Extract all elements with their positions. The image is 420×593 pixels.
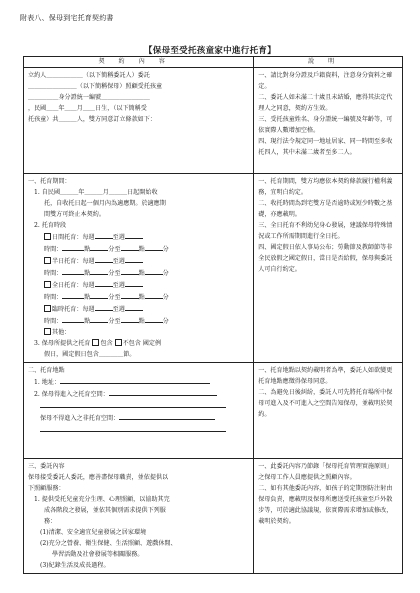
entrusted-notes xyxy=(254,459,403,574)
blank[interactable] xyxy=(62,243,84,251)
blank[interactable] xyxy=(62,315,84,323)
note-item: 四、國定假日依人事局公布；勞動節及教師節等非全民放假之國定假日，當日是否給假，保母與委託人可自行約定。 xyxy=(258,244,393,273)
blank[interactable] xyxy=(125,303,143,311)
item-line: 1. 提供受托兒童充分生理、心理照顧，以協助其完 xyxy=(34,496,170,503)
holiday-row: 3. 保母所提供之托育 包含 不包含 國定例 xyxy=(34,340,162,347)
note-item: 二、委託人如未滿二十歲且未結婚，應得其法定代理人之同意，契約方生效。 xyxy=(258,94,393,112)
checkbox[interactable] xyxy=(44,305,51,312)
other-row: 其他： xyxy=(28,327,249,338)
address-blank[interactable] xyxy=(60,376,210,384)
header-contract-content: 契約內容 xyxy=(24,57,254,68)
intro-line: 保母接受委託人委託，應善盡保母職責，並依提供以 xyxy=(28,474,169,481)
section-title: 一、托育期間： xyxy=(28,178,71,185)
checkbox[interactable] xyxy=(44,328,51,335)
blank[interactable] xyxy=(125,279,143,287)
blank[interactable] xyxy=(145,243,163,251)
document-title: 【保母至受托孩童家中進行托育】 xyxy=(143,46,276,56)
intro-line: 下照顧服務： xyxy=(28,485,65,492)
checkbox[interactable] xyxy=(115,339,122,346)
blank[interactable] xyxy=(62,267,84,275)
note-item: 二、為避免日後糾紛，委託人可先將托育場所中保母可進入及不可進入之空間告知保母，並載明於契約。 xyxy=(258,389,393,418)
note-item: 二、收托時間為到宅雙方是否逾時或短少時數之基礎，亦應載明。 xyxy=(258,200,393,218)
note-item: 四、現行法令規定同一地址居家、同一時間至多收托四人，其中未滿二歲者至多二人。 xyxy=(258,138,393,156)
section-entrusted-row xyxy=(24,459,403,574)
blank[interactable] xyxy=(40,424,226,432)
parties-content xyxy=(24,68,254,174)
blank[interactable] xyxy=(121,315,139,323)
section-parties-row xyxy=(24,68,403,174)
no-entry-row: 保母不得進入之非托育空間： xyxy=(28,412,249,424)
parties-line: 托孩童）共＿＿＿人，雙方同意訂立條款如下： xyxy=(28,116,156,123)
sub-item: (2)充分之營養、衛生保健、生活照顧、遊戲休閒、 xyxy=(40,540,177,547)
slot-row: 日間托育：每週 至週 xyxy=(28,231,249,243)
note-item: 三、全日托育不利幼兒身心發展，建議保母特殊情況或工作所需期間進行全日托。 xyxy=(258,222,393,240)
care-period-content xyxy=(24,174,254,363)
header-row xyxy=(24,57,403,68)
parties-line: 立約人＿＿＿＿＿＿（以下簡稱委託人）委託 xyxy=(28,72,150,79)
no-entry-blank[interactable] xyxy=(119,412,215,420)
header-explanation: 說明 xyxy=(254,57,403,68)
blank[interactable] xyxy=(125,255,143,263)
section-location-row xyxy=(24,363,403,459)
note-item: 二、如有其他委託內容，如孩子的定期預防注射由保母負責，應載明及保母所應送受托孩童至戶外散步等，可於適此協議規，依實際需求增加或修改，載明於契約。 xyxy=(258,485,393,525)
section-title: 三、委託內容 xyxy=(28,463,65,470)
time-row: 時間： 點 分至 點 分 xyxy=(28,291,249,303)
address-row: 1. 地址： xyxy=(28,376,249,388)
note-item: 一、此委託內容乃節錄「保母托育管理實施原則」之保母工作人員應提供之照顧內容。 xyxy=(258,463,393,481)
checkbox[interactable] xyxy=(44,233,51,240)
slot-row: 臨時托育：每週 至週 xyxy=(28,303,249,315)
blank[interactable] xyxy=(40,400,226,408)
blank[interactable] xyxy=(62,291,84,299)
annex-label: 附表八、保母到宅托育契約書 xyxy=(20,14,114,22)
sub-item: (3)紀錄生活及成長過程。 xyxy=(40,562,110,569)
parties-line: ＿＿＿＿＿＿＿＿（以下簡稱保母）照顧受托孩童 xyxy=(28,83,163,90)
location-notes xyxy=(254,363,403,459)
env-blank-row xyxy=(28,400,249,412)
blank[interactable] xyxy=(145,291,163,299)
blank[interactable] xyxy=(145,267,163,275)
blank[interactable] xyxy=(125,231,143,239)
care-period-notes xyxy=(254,174,403,363)
blank[interactable] xyxy=(95,279,113,287)
env-row: 2. 保母得進入之托育空間： xyxy=(28,388,249,400)
note-item: 一、請比對身分證及戶籍資料，注意身分資料之確定。 xyxy=(258,72,393,90)
item-line: 務： xyxy=(44,518,57,525)
blank[interactable] xyxy=(90,315,108,323)
env-blank[interactable] xyxy=(109,388,217,396)
time-row: 時間： 點 分至 點 分 xyxy=(28,267,249,279)
blank[interactable] xyxy=(121,267,139,275)
blank[interactable] xyxy=(95,255,113,263)
item-line: 成各階段之發展，並依其個別需求提供下列服 xyxy=(44,507,166,514)
item-line: 1. 自民國＿＿＿年＿＿＿月＿＿＿日起開始收 xyxy=(34,189,158,196)
slot-row: 全日托育：每週 至週 xyxy=(28,279,249,291)
time-row: 時間： 點 分至 點 分 xyxy=(28,243,249,255)
blank[interactable] xyxy=(95,231,113,239)
checkbox[interactable] xyxy=(44,281,51,288)
section-care-period-row xyxy=(24,174,403,363)
entrusted-content xyxy=(24,459,254,574)
note-item: 一、托育期間，雙方均應依本契約條款履行權利義務，宜明白約定。 xyxy=(258,178,393,196)
section-title: 二、托育地點 xyxy=(28,367,65,374)
time-row: 時間： 點 分至 點 分 xyxy=(28,315,249,327)
parties-line: ，民國＿＿年＿＿月＿＿日生，（以下簡稱受 xyxy=(28,105,147,112)
blank[interactable] xyxy=(145,315,163,323)
sub-item: 學習活動及社會發展等相關服務。 xyxy=(52,551,144,558)
note-item: 三、受托孩童姓名、身分證統一編號及年齡等，可依實際人數增加空格。 xyxy=(258,116,393,134)
sub-item: (1)清潔、安全適宜兒童發展之居家環境 xyxy=(40,529,147,536)
blank[interactable] xyxy=(90,243,108,251)
item-line: 間雙方可終止本契約。 xyxy=(44,211,105,218)
blank[interactable] xyxy=(121,291,139,299)
checkbox[interactable] xyxy=(92,339,99,346)
blank[interactable] xyxy=(90,291,108,299)
contract-table xyxy=(23,56,403,574)
parties-line: ＿＿＿＿＿身分證統一編號＿＿＿＿＿＿＿＿ xyxy=(28,94,150,101)
parties-notes xyxy=(254,68,403,174)
location-content xyxy=(24,363,254,459)
blank[interactable] xyxy=(121,243,139,251)
note-item: 一、托育地點以契約載明者為準，委託人如欲變更托育地點應徵得保母同意。 xyxy=(258,367,393,385)
checkbox[interactable] xyxy=(44,257,51,264)
item-line: 托，自收托日起一個月內為適應期。於適應期 xyxy=(44,200,166,207)
slot-row: 半日托育：每週 至週 xyxy=(28,255,249,267)
blank[interactable] xyxy=(95,303,113,311)
item-line: 2. 托育時段 xyxy=(34,222,67,229)
no-entry-blank-row xyxy=(28,424,249,436)
holiday-line: 假日，國定假日包含＿＿＿＿節。 xyxy=(44,351,136,358)
blank[interactable] xyxy=(90,267,108,275)
